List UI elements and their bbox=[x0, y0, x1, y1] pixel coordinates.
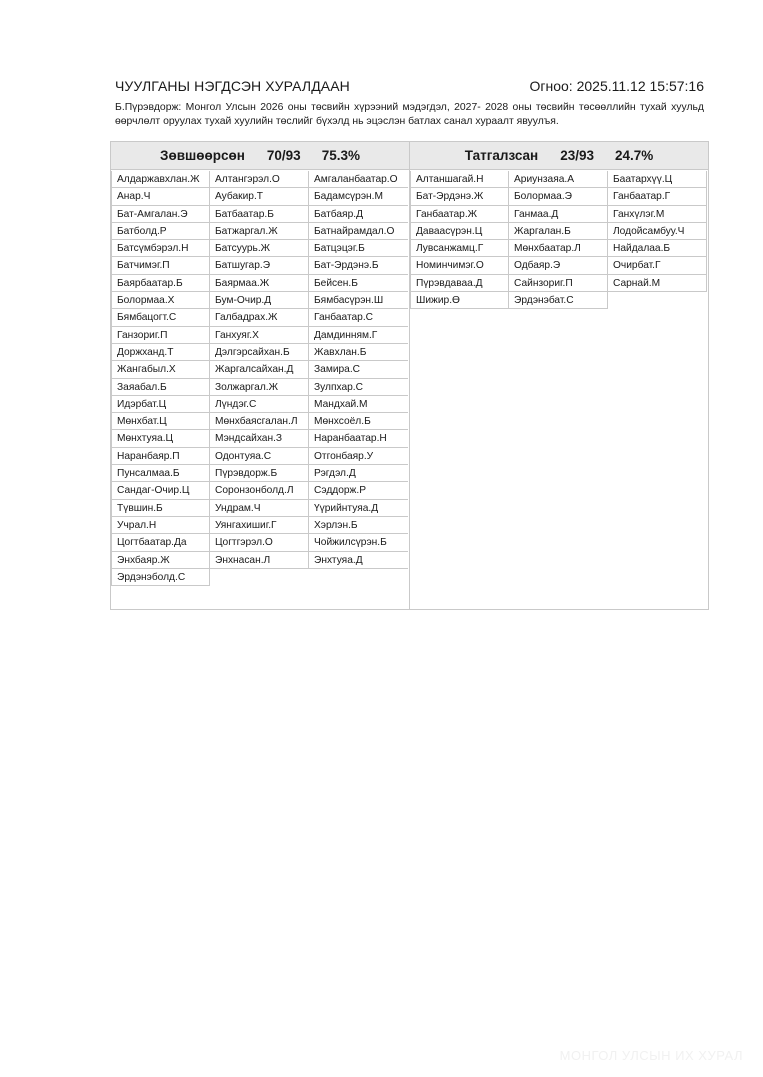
approve-count: 70/93 bbox=[266, 148, 301, 163]
approve-percent: 75.3% bbox=[321, 148, 360, 163]
approve-name-cell: Энхнасан.Л bbox=[210, 552, 309, 569]
footer-watermark: МОНГОЛ УЛСЫН ИХ ХУРАЛ bbox=[559, 1048, 743, 1063]
approve-name-cell: Энхтуяа.Д bbox=[309, 552, 408, 569]
vote-date: Огноо: 2025.11.12 15:57:16 bbox=[529, 78, 704, 94]
reject-label: Татгалзсан bbox=[464, 148, 539, 163]
approve-name-cell: Түвшин.Б bbox=[111, 500, 210, 517]
approve-name-cell: Бямбасүрэн.Ш bbox=[309, 292, 408, 309]
approve-name-cell: Батболд.Р bbox=[111, 223, 210, 240]
reject-name-cell: Ганхүлэг.М bbox=[608, 206, 707, 223]
approve-name-cell: Болормаа.Х bbox=[111, 292, 210, 309]
approve-name-cell: Бейсен.Б bbox=[309, 275, 408, 292]
approve-label: Зөвшөөрсөн bbox=[160, 148, 245, 163]
approve-name-cell: Зулпхар.С bbox=[309, 379, 408, 396]
reject-name-cell: Лодойсамбуу.Ч bbox=[608, 223, 707, 240]
reject-name-cell: Алтаншагай.Н bbox=[410, 171, 509, 188]
approve-name-cell: Батжаргал.Ж bbox=[210, 223, 309, 240]
reject-name-cell: Пүрэвдаваа.Д bbox=[410, 275, 509, 292]
approve-name-cell: Батнайрамдал.О bbox=[309, 223, 408, 240]
approve-name-cell: Ганбаатар.С bbox=[309, 309, 408, 326]
reject-name-cell: Болормаа.Э bbox=[509, 188, 608, 205]
approve-name-cell: Ганзориг.П bbox=[111, 327, 210, 344]
approve-name-cell: Баярмаа.Ж bbox=[210, 275, 309, 292]
approve-name-cell: Лүндэг.С bbox=[210, 396, 309, 413]
approve-name-cell: Сэддорж.Р bbox=[309, 482, 408, 499]
approve-name-cell: Идэрбат.Ц bbox=[111, 396, 210, 413]
approve-name-cell: Эрдэнэболд.С bbox=[111, 569, 210, 586]
reject-name-cell: Очирбат.Г bbox=[608, 257, 707, 274]
approve-name-cell: Батчимэг.П bbox=[111, 257, 210, 274]
approve-name-cell: Галбадрах.Ж bbox=[210, 309, 309, 326]
reject-name-cell: Мөнхбаатар.Л bbox=[509, 240, 608, 257]
approve-name-cell: Мөнхтуяа.Ц bbox=[111, 430, 210, 447]
approve-name-cell: Батбаатар.Б bbox=[210, 206, 309, 223]
reject-name-cell: Лувсанжамц.Г bbox=[410, 240, 509, 257]
approve-name-cell: Алдаржавхлан.Ж bbox=[111, 171, 210, 188]
approve-name-cell: Батсуурь.Ж bbox=[210, 240, 309, 257]
approve-name-cell: Бямбацогт.С bbox=[111, 309, 210, 326]
reject-name-cell: Бат-Эрдэнэ.Ж bbox=[410, 188, 509, 205]
reject-name-cell: Найдалаа.Б bbox=[608, 240, 707, 257]
reject-name-cell: Ганбаатар.Ж bbox=[410, 206, 509, 223]
reject-name-cell: Сайнзориг.П bbox=[509, 275, 608, 292]
reject-name-cell: Сарнай.М bbox=[608, 275, 707, 292]
approve-name-cell: Амгаланбаатар.О bbox=[309, 171, 408, 188]
approve-name-cell: Мэндсайхан.З bbox=[210, 430, 309, 447]
approve-name-cell: Пунсалмаа.Б bbox=[111, 465, 210, 482]
reject-name-cell: Эрдэнэбат.С bbox=[509, 292, 608, 309]
approve-name-cell: Сандаг-Очир.Ц bbox=[111, 482, 210, 499]
reject-name-cell: Ганмаа.Д bbox=[509, 206, 608, 223]
approve-name-cell: Бадамсүрэн.М bbox=[309, 188, 408, 205]
approve-name-cell: Чойжилсүрэн.Б bbox=[309, 534, 408, 551]
approve-name-cell: Үүрийнтуяа.Д bbox=[309, 500, 408, 517]
approve-name-cell: Жавхлан.Б bbox=[309, 344, 408, 361]
approve-name-cell: Жаргалсайхан.Д bbox=[210, 361, 309, 378]
reject-name-cell: Даваасүрэн.Ц bbox=[410, 223, 509, 240]
approve-name-cell: Цогтгэрэл.О bbox=[210, 534, 309, 551]
approve-name-cell: Дамдинням.Г bbox=[309, 327, 408, 344]
approve-name-cell: Батбаяр.Д bbox=[309, 206, 408, 223]
approve-name-cell: Доржханд.Т bbox=[111, 344, 210, 361]
approve-name-cell: Пүрэвдорж.Б bbox=[210, 465, 309, 482]
reject-panel bbox=[410, 141, 709, 610]
approve-name-cell: Ундрам.Ч bbox=[210, 500, 309, 517]
reject-name-cell: Шижир.Ө bbox=[410, 292, 509, 309]
approve-name-cell: Наранбаяр.П bbox=[111, 448, 210, 465]
approve-name-cell: Учрал.Н bbox=[111, 517, 210, 534]
approve-name-cell: Баярбаатар.Б bbox=[111, 275, 210, 292]
approve-name-cell: Мөнхбат.Ц bbox=[111, 413, 210, 430]
approve-name-cell: Бум-Очир.Д bbox=[210, 292, 309, 309]
approve-name-cell: Соронзонболд.Л bbox=[210, 482, 309, 499]
approve-name-cell: Алтангэрэл.О bbox=[210, 171, 309, 188]
motion-description: Б.Пүрэвдорж: Монгол Улсын 2026 оны төсвийн хүрээний мэдэгдэл, 2027- 2028 оны төсвийн төсөөллийн тухай хуульд өөрчлөлт оруулах тухай хуулийн төслийг бүхэлд нь эцэслэн батлах санал хураалт явуулъя. bbox=[115, 102, 704, 127]
approve-name-cell: Цогтбаатар.Да bbox=[111, 534, 210, 551]
approve-name-cell: Заяабал.Б bbox=[111, 379, 210, 396]
approve-name-cell: Хэрлэн.Б bbox=[309, 517, 408, 534]
approve-name-cell: Мандхай.М bbox=[309, 396, 408, 413]
reject-names-grid bbox=[410, 171, 708, 309]
approve-name-cell: Отгонбаяр.У bbox=[309, 448, 408, 465]
reject-name-cell: Ариунзаяа.А bbox=[509, 171, 608, 188]
approve-name-cell: Аубакир.Т bbox=[210, 188, 309, 205]
approve-name-cell: Одонтуяа.С bbox=[210, 448, 309, 465]
approve-name-cell: Дэлгэрсайхан.Б bbox=[210, 344, 309, 361]
approve-name-cell: Анар.Ч bbox=[111, 188, 210, 205]
reject-name-cell: Номинчимэг.О bbox=[410, 257, 509, 274]
approve-panel bbox=[110, 141, 410, 610]
approve-name-cell: Наранбаатар.Н bbox=[309, 430, 408, 447]
approve-name-cell: Батцэцэг.Б bbox=[309, 240, 408, 257]
reject-name-cell: Баатархүү.Ц bbox=[608, 171, 707, 188]
approve-name-cell: Бат-Амгалан.Э bbox=[111, 206, 210, 223]
approve-name-cell: Золжаргал.Ж bbox=[210, 379, 309, 396]
approve-name-cell: Бат-Эрдэнэ.Б bbox=[309, 257, 408, 274]
reject-name-cell: Ганбаатар.Г bbox=[608, 188, 707, 205]
reject-count: 23/93 bbox=[560, 148, 594, 163]
approve-names-grid bbox=[111, 171, 409, 586]
approve-name-cell: Замира.С bbox=[309, 361, 408, 378]
approve-name-cell: Энхбаяр.Ж bbox=[111, 552, 210, 569]
reject-percent: 24.7% bbox=[614, 148, 654, 163]
reject-header bbox=[410, 142, 708, 170]
approve-name-cell: Ганхуяг.Х bbox=[210, 327, 309, 344]
approve-name-cell: Жангабыл.Х bbox=[111, 361, 210, 378]
approve-name-cell: Мөнхсоёл.Б bbox=[309, 413, 408, 430]
approve-name-cell: Рэгдэл.Д bbox=[309, 465, 408, 482]
approve-name-cell: Батсүмбэрэл.Н bbox=[111, 240, 210, 257]
reject-name-cell: Жаргалан.Б bbox=[509, 223, 608, 240]
page-title: ЧУУЛГАНЫ НЭГДСЭН ХУРАЛДААН bbox=[115, 78, 350, 94]
approve-name-cell: Уянгахишиг.Г bbox=[210, 517, 309, 534]
approve-header bbox=[111, 142, 409, 170]
approve-name-cell: Мөнхбаясгалан.Л bbox=[210, 413, 309, 430]
approve-name-cell: Батшугар.Э bbox=[210, 257, 309, 274]
reject-name-cell: Одбаяр.Э bbox=[509, 257, 608, 274]
vote-results bbox=[110, 141, 709, 610]
